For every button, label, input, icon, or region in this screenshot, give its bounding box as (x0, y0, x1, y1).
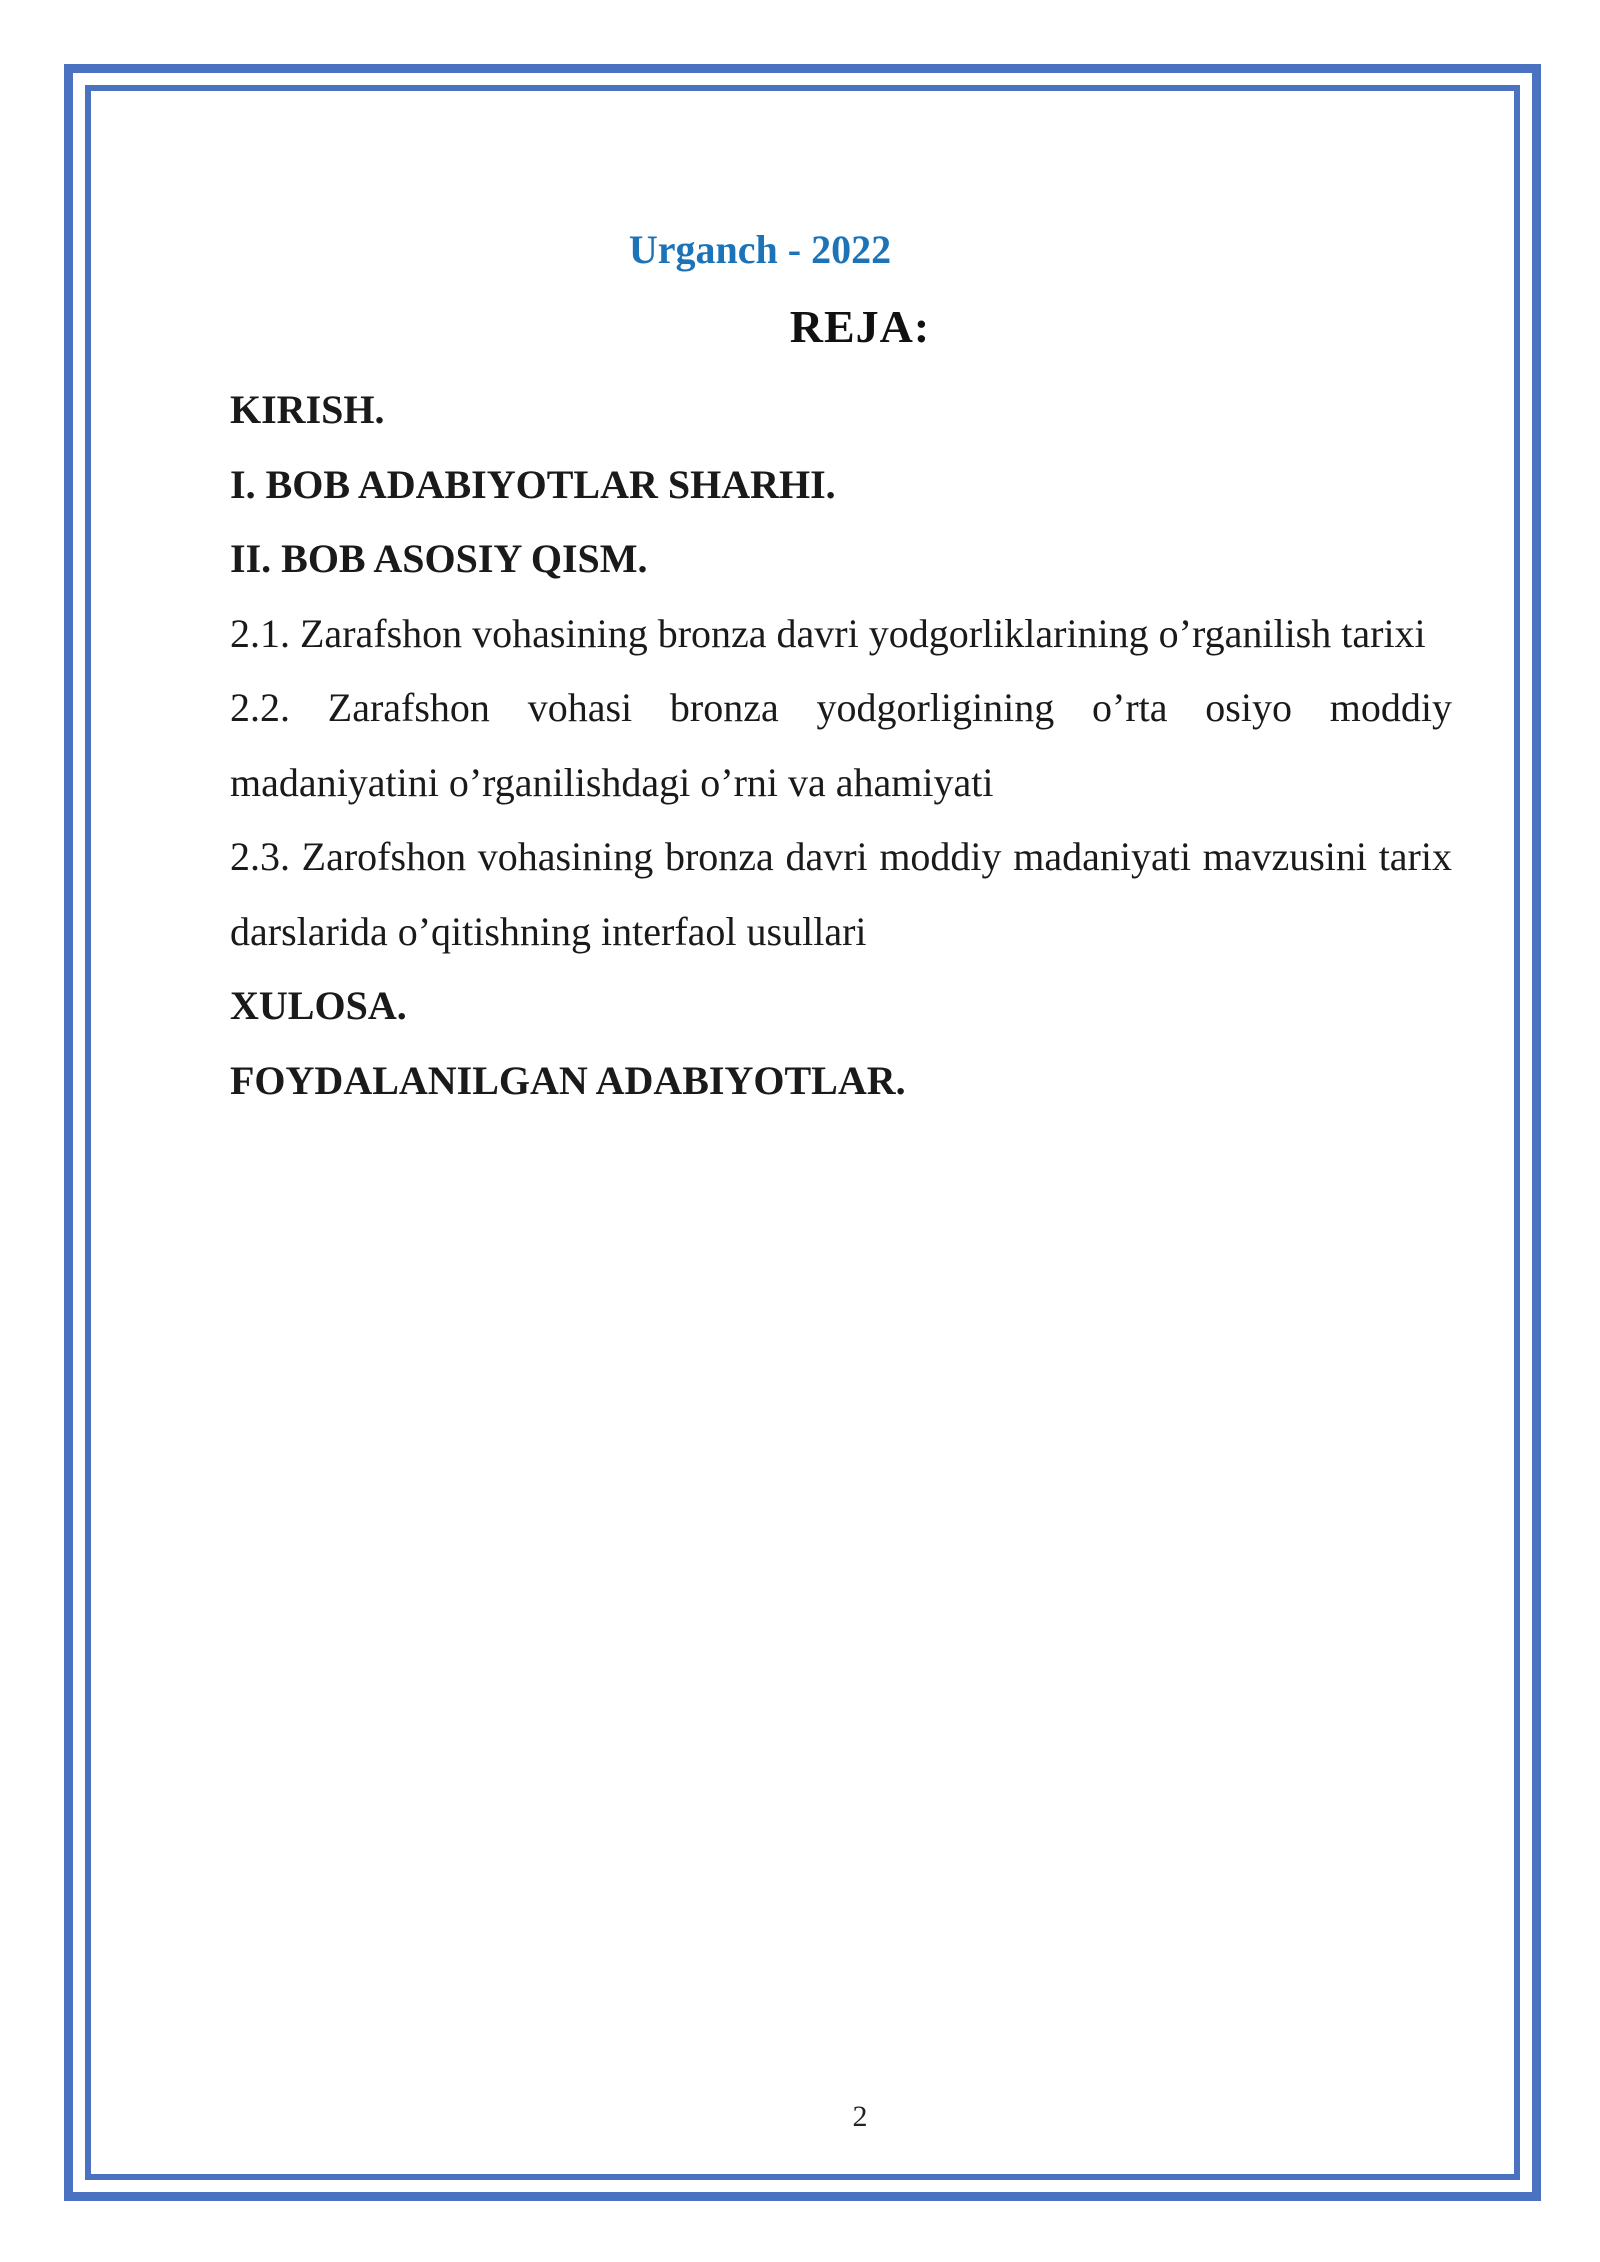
table-of-contents (230, 373, 1452, 1118)
toc-item-chapter-1: I. BOB ADABIYOTLAR SHARHI. (230, 461, 836, 507)
toc-item-chapter-2: II. BOB ASOSIY QISM. (230, 536, 648, 581)
toc-item-section-2-1: 2.1. Zarafshon vohasining bronza davri yodgorliklarining o’rganilish tarixi (230, 610, 1426, 656)
plan-title: REJA: (789, 301, 931, 352)
city-year-heading: Urganch - 2022 (628, 227, 892, 272)
toc-item-references: FOYDALANILGAN ADABIYOTLAR. (230, 1057, 906, 1103)
toc-item-section-2-2: 2.2. Zarafshon vohasi bronza yodgorligining o’rta osiyo moddiy madaniyatini o’rganilishdagi o’rni va ahamiyati (230, 685, 1452, 805)
toc-item-conclusion: XULOSA. (230, 983, 407, 1028)
toc-item-introduction: KIRISH. (230, 387, 385, 432)
toc-item-section-2-3: 2.3. Zarofshon vohasining bronza davri moddiy madaniyati mavzusini tarix darslarida o’qitishning interfaol usullari (230, 834, 1452, 954)
page-number: 2 (852, 2100, 868, 2133)
